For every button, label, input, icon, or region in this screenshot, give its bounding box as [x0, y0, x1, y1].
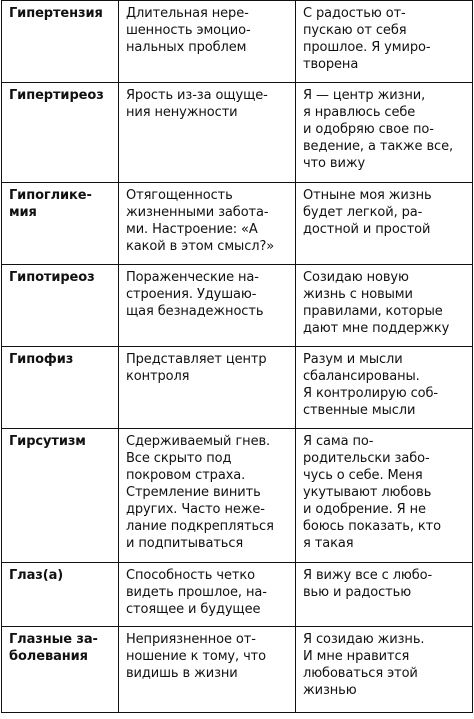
term-cell: Глазные за- болевания — [2, 627, 119, 713]
affirmation-cell: Я — центр жизни, я нравлюсь себе и одобряю свое по- ведение, а также все, что вижу — [295, 83, 472, 183]
cause-cell: Пораженческие на- строения. Удушаю- щая безнадежность — [118, 265, 295, 347]
term-cell: Гипофиз — [2, 347, 119, 429]
affirmation-cell: Я вижу все с любо- вью и радостью — [295, 563, 472, 627]
term-cell: Гирсутизм — [2, 429, 119, 563]
term-cell: Гипертензия — [2, 1, 119, 83]
cause-cell: Сдерживаемый гнев. Все скрыто под покровом страха. Стремление винить других. Часто неже- лание подкрепляться и подпитываться — [118, 429, 295, 563]
table-row — [2, 265, 473, 347]
affirmation-cell: Разум и мысли сбалансированы. Я контролирую соб- ственные мысли — [295, 347, 472, 429]
table-row — [2, 1, 473, 83]
affirmation-cell: Созидаю новую жизнь с новыми правилами, которые дают мне поддержку — [295, 265, 472, 347]
term-cell: Глаз(а) — [2, 563, 119, 627]
table-row — [2, 429, 473, 563]
table-row — [2, 83, 473, 183]
cause-cell: Способность четко видеть прошлое, на- стоящее и будущее — [118, 563, 295, 627]
cause-cell: Длительная нере- шенность эмоцио- нальных проблем — [118, 1, 295, 83]
term-cell: Гипотиреоз — [2, 265, 119, 347]
cause-cell: Отягощенность жизненными забота- ми. Настроение: «А какой в этом смысл?» — [118, 183, 295, 265]
affirmation-cell: Отныне моя жизнь будет легкой, ра- достной и простой — [295, 183, 472, 265]
cause-cell: Представляет центр контроля — [118, 347, 295, 429]
affirmation-cell: С радостью от- пускаю от себя прошлое. Я умиро- творена — [295, 1, 472, 83]
affirmation-cell: Я созидаю жизнь. И мне нравится любоваться этой жизнью — [295, 627, 472, 713]
term-cell: Гипоглике- мия — [2, 183, 119, 265]
affirmation-table — [1, 0, 473, 713]
cause-cell: Неприязненное от- ношение к тому, что видишь в жизни — [118, 627, 295, 713]
term-cell: Гипертиреоз — [2, 83, 119, 183]
table-row — [2, 347, 473, 429]
table-row — [2, 183, 473, 265]
table-row — [2, 563, 473, 627]
table-row — [2, 627, 473, 713]
cause-cell: Ярость из-за ощуще- ния ненужности — [118, 83, 295, 183]
affirmation-cell: Я сама по- родительски забо- чусь о себе. Меня укутывают любовь и одобрение. Я не боюсь показать, кто я такая — [295, 429, 472, 563]
